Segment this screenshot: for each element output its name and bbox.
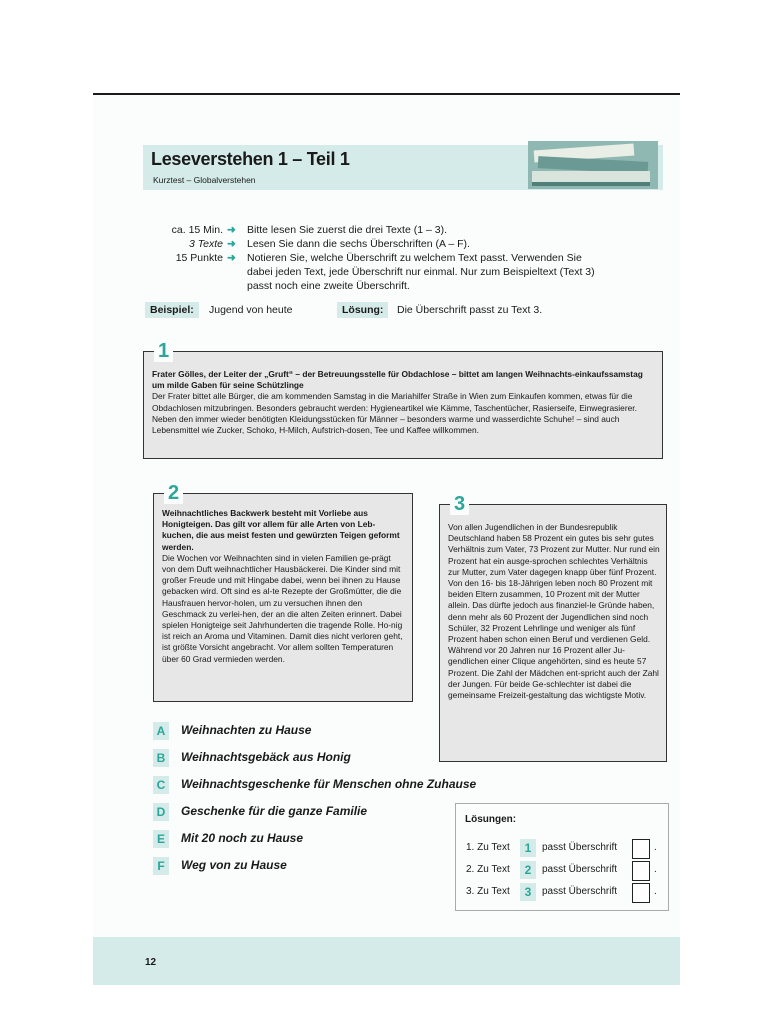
instruction-text: dabei jeden Text, jede Überschrift nur einmal. Nur zum Beispieltext (Text 3) bbox=[247, 266, 595, 278]
page-number: 12 bbox=[145, 957, 157, 968]
text-2-content bbox=[162, 508, 406, 665]
text-number-1: 1 bbox=[154, 340, 173, 362]
solution-suffix: passt Überschrift bbox=[542, 864, 618, 875]
text-box-1 bbox=[143, 340, 663, 459]
text-2-lead: Weihnachtliches Backwerk besteht mit Vorliebe aus Honigteigen. Das gilt vor allem für alle Arten von Leb-kuchen, die aus meist festen und gewürzten Teigen geformt werden. bbox=[162, 508, 400, 552]
text-1-content bbox=[152, 369, 654, 436]
heading-letter: F bbox=[153, 857, 169, 875]
solution-text-number: 2 bbox=[520, 861, 536, 879]
book-stack-icon bbox=[528, 141, 658, 189]
text-number-2: 2 bbox=[164, 482, 183, 504]
instruction-meta: 15 Punkte bbox=[175, 252, 223, 264]
answer-box-3[interactable] bbox=[632, 883, 650, 903]
text-number-3: 3 bbox=[450, 493, 469, 515]
instruction-meta: ca. 15 Min. bbox=[171, 224, 223, 236]
instruction-meta: 3 Texte bbox=[188, 238, 223, 250]
answer-box-2[interactable] bbox=[632, 861, 650, 881]
text-box-3 bbox=[439, 493, 667, 762]
page-subtitle: Kurztest – Globalverstehen bbox=[153, 175, 256, 185]
example-line bbox=[145, 302, 665, 320]
text-2-body: Die Wochen vor Weihnachten sind in vielen Familien ge-prägt von dem Duft weihnachtlicher Hausbäckerei. Die Kinder sind mit großer Freude und mit Hingabe dabei, wenn bei ihnen zu Hause gebacken wird. Oft sind es al-te Rezepte der Großmütter, die die Hausfrauen hervor-holen, um zu versuchen ihnen den Geschmack zu verlei-hen, der an die alten Zeiten erinnert. Dabei spielen Honigteige seit Jahrhunderten die tragende Rolle. Ho-nig ist reich an Aroma und Vitaminen. Damit dies nicht verloren geht, ist größte Vorsicht angebracht. Vor allem sollten Temperaturen über 60 Grad vermieden werden. bbox=[162, 552, 403, 664]
heading-letter: A bbox=[153, 722, 169, 740]
text-1-lead: Frater Gölles, der Leiter der „Gruft“ – der Betreuungsstelle für Obdachlose – bittet am langen Weihnachts-einkaufssamstag um milde Gaben für seine Schützlinge bbox=[152, 369, 643, 391]
solution-label: Lösung: bbox=[337, 302, 388, 318]
solution-dot: . bbox=[654, 842, 657, 853]
heading-letter: C bbox=[153, 776, 169, 794]
arrow-icon: ➜ bbox=[227, 224, 236, 236]
solution-text-number: 1 bbox=[520, 839, 536, 857]
instruction-text: Lesen Sie dann die sechs Überschriften (A – F). bbox=[247, 238, 470, 250]
arrow-icon: ➜ bbox=[227, 252, 236, 264]
solution-suffix: passt Überschrift bbox=[542, 842, 618, 853]
answer-box-1[interactable] bbox=[632, 839, 650, 859]
solution-prefix: 2. Zu Text bbox=[466, 864, 510, 875]
solution-dot: . bbox=[654, 886, 657, 897]
heading-letter: E bbox=[153, 830, 169, 848]
instruction-text: Notieren Sie, welche Überschrift zu welchem Text passt. Verwenden Sie bbox=[247, 252, 582, 264]
heading-text: Weihnachten zu Hause bbox=[181, 723, 312, 737]
example-label: Beispiel: bbox=[145, 302, 199, 318]
example-text: Jugend von heute bbox=[209, 304, 293, 316]
footer-band bbox=[93, 937, 680, 985]
heading-text: Weg von zu Hause bbox=[181, 858, 287, 872]
solution-text-number: 3 bbox=[520, 883, 536, 901]
text-3-body: Von allen Jugendlichen in der Bundesrepublik Deutschland haben 58 Prozent ein gutes bis sehr gutes Verhältnis zum Vater, 73 Prozent zur Mutter. Nur rund ein Prozent hat ein ausge-sprochen schlechtes Verhältnis zur Mutter, zum Vater dagegen knapp über fünf Prozent. Von den 16- bis 18-Jährigen leben noch 80 Prozent mit beiden Eltern zusammen, 10 Prozent mit der Mutter allein. Das dürfte jedoch aus finanziel-le Gründe haben, denn mehr als 60 Prozent der Jugendlichen sind noch Schüler, 32 Prozent Lehrlinge und weniger als fünf Prozent haben schon einen Beruf und verdienen Geld. Während vor 20 Jahren nur 16 Prozent aller Ju-gendlichen einer Clique angehörten, sind es heute 57 Prozent. Die Zahl der Mädchen ent-spricht auch der Zahl der Jungen. Für beide Ge-schlechter ist dabei die gemeinsame Freizeit-gestaltung das wichtigste Motiv. bbox=[448, 522, 660, 701]
heading-text: Weihnachtsgebäck aus Honig bbox=[181, 750, 351, 764]
heading-text: Geschenke für die ganze Familie bbox=[181, 804, 368, 818]
solution-dot: . bbox=[654, 864, 657, 875]
solution-suffix: passt Überschrift bbox=[542, 886, 618, 897]
instruction-text: Bitte lesen Sie zuerst die drei Texte (1 – 3). bbox=[247, 224, 447, 236]
heading-text: Weihnachtsgeschenke für Menschen ohne Zuhause bbox=[181, 777, 477, 791]
heading-letter: B bbox=[153, 749, 169, 767]
solution-prefix: 3. Zu Text bbox=[466, 886, 510, 897]
solution-prefix: 1. Zu Text bbox=[466, 842, 510, 853]
text-box-2 bbox=[153, 482, 413, 702]
solution-text: Die Überschrift passt zu Text 3. bbox=[397, 304, 543, 316]
text-3-content bbox=[448, 522, 660, 701]
instruction-text: passt noch eine zweite Überschrift. bbox=[247, 280, 410, 292]
text-1-body: Der Frater bittet alle Bürger, die am kommenden Samstag in die Mariahilfer Straße in Wien zum Einkaufen kommen, etwas für die Obdachlosen mitzubringen. Besonders gebraucht werden: Hygieneartikel wie Kämme, Taschentücher, Rasierseife, Einwegrasierer. Neben den immer wieder benötigten Kleidungsstücken für Männer – besonders warme und wasserdichte Schuhe! – sind auch Lebensmittel wie Zucker, Schoko, H-Milch, Aufstrich-dosen, Tee und Kaffee willkommen. bbox=[152, 391, 637, 436]
solutions-title: Lösungen: bbox=[465, 814, 517, 825]
solutions-box bbox=[455, 803, 669, 911]
heading-letter: D bbox=[153, 803, 169, 821]
arrow-icon: ➜ bbox=[227, 238, 236, 250]
heading-text: Mit 20 noch zu Hause bbox=[181, 831, 304, 845]
workbook-page bbox=[93, 93, 680, 985]
page-title: Leseverstehen 1 – Teil 1 bbox=[151, 149, 350, 169]
